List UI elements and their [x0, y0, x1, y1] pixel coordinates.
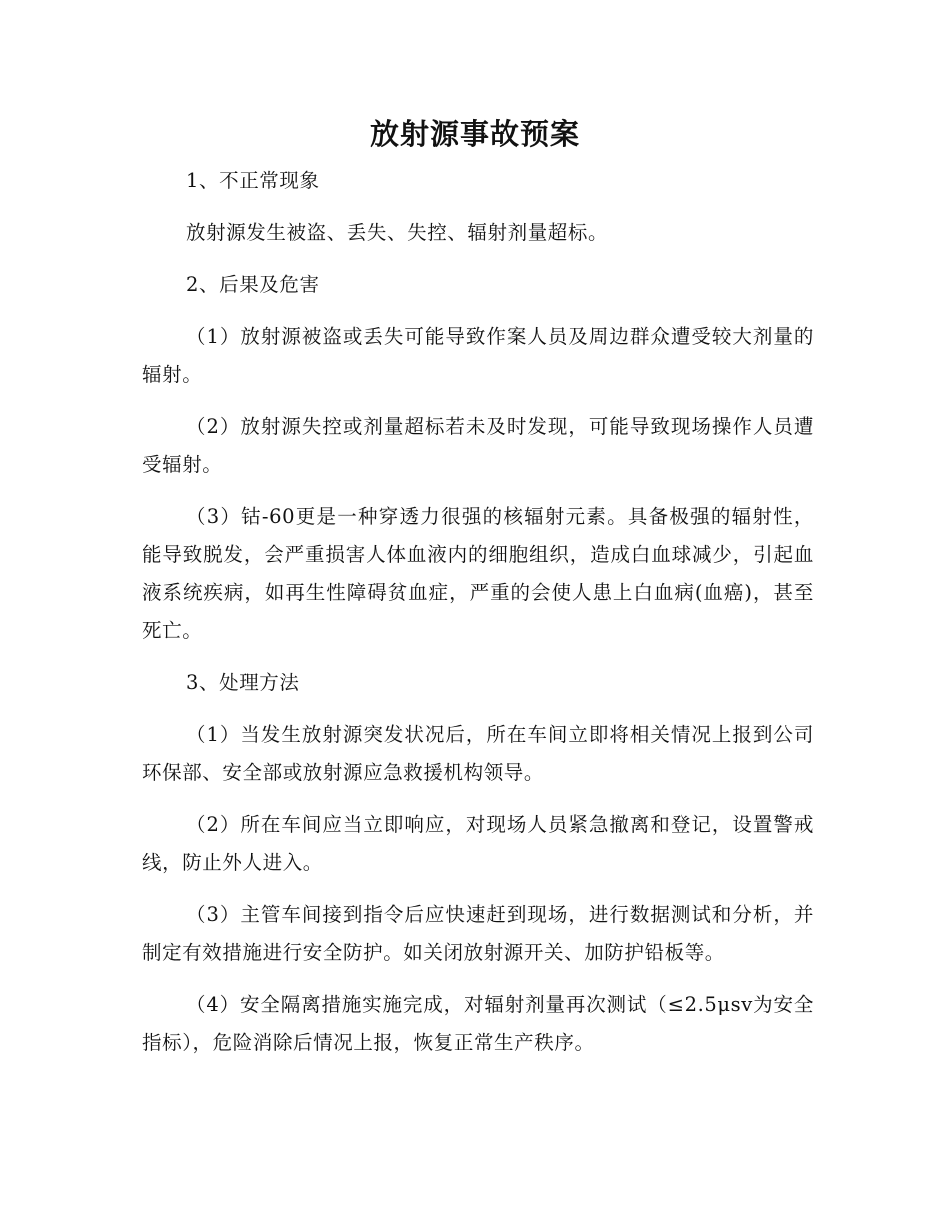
paragraph-consequence-3: （3）钴-60更是一种穿透力很强的核辐射元素。具备极强的辐射性，能导致脱发，会严重损害人体血液内的细胞组织，造成白血球减少，引起血液系统疾病，如再生性障碍贫血症，严重的会使人患上白血病(血癌)，甚至死亡。	[142, 505, 814, 642]
paragraph-handling-3: （3）主管车间接到指令后应快速赶到现场，进行数据测试和分析，并制定有效措施进行安全防护。如关闭放射源开关、加防护铅板等。	[142, 903, 814, 964]
paragraph-handling-2: （2）所在车间应当立即响应，对现场人员紧急撤离和登记，设置警戒线，防止外人进入。	[142, 813, 814, 874]
section-heading-consequences: 2、后果及危害	[186, 273, 320, 296]
section-heading-handling: 3、处理方法	[186, 671, 300, 694]
paragraph-consequence-2: （2）放射源失控或剂量超标若未及时发现，可能导致现场操作人员遭受辐射。	[142, 415, 814, 476]
document-title: 放射源事故预案	[369, 117, 580, 151]
document-body	[142, 162, 814, 1076]
section-heading-abnormal: 1、不正常现象	[186, 169, 320, 192]
paragraph-handling-1: （1）当发生放射源突发状况后，所在车间立即将相关情况上报到公司环保部、安全部或放射源应急救援机构领导。	[142, 723, 814, 784]
paragraph-abnormal-description: 放射源发生被盗、丢失、失控、辐射剂量超标。	[186, 221, 609, 244]
paragraph-handling-4: （4）安全隔离措施实施完成，对辐射剂量再次测试（≤2.5μsv为安全指标），危险消除后情况上报，恢复正常生产秩序。	[142, 993, 814, 1054]
paragraph-consequence-1: （1）放射源被盗或丢失可能导致作案人员及周边群众遭受较大剂量的辐射。	[142, 325, 814, 386]
